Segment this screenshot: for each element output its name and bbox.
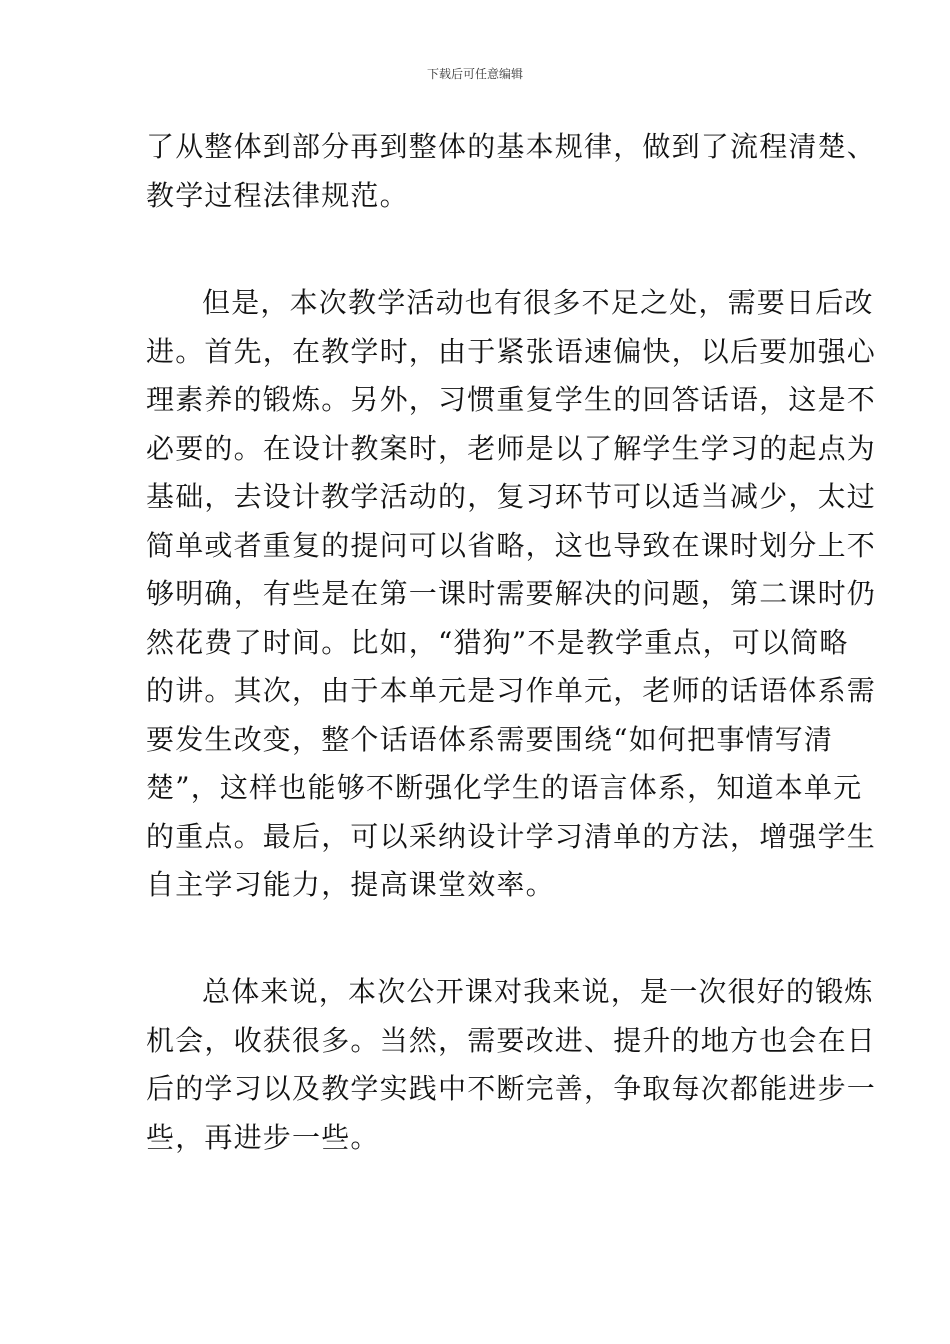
text-line: 了从整体到部分再到整体的基本规律，做到了流程清楚、: [146, 130, 877, 163]
text-line: 些，再进步一些。: [146, 1120, 380, 1154]
text-line: 的重点。最后，可以采纳设计学习清单的方法，增强学生: [146, 819, 877, 853]
text-line: 要发生改变，整个话语体系需要围绕“如何把事情写清: [146, 722, 834, 756]
text-line: 自主学习能力，提高课堂效率。: [146, 868, 555, 901]
text-line: 但是，本次教学活动也有很多不足之处，需要日后改: [202, 286, 874, 319]
text-line: 简单或者重复的提问可以省略，这也导致在课时划分上不: [146, 528, 877, 562]
text-line: 然花费了时间。比如，“猎狗”不是教学重点，可以简略: [146, 625, 849, 659]
paragraph-3: [146, 968, 877, 1162]
text-line: 机会，收获很多。当然，需要改进、提升的地方也会在日: [146, 1023, 877, 1057]
paragraph-2: [146, 279, 877, 910]
text-line: 教学过程法律规范。: [146, 178, 409, 212]
text-line: 必要的。在设计教案时，老师是以了解学生学习的起点为: [146, 431, 877, 465]
page-header: 下载后可任意编辑: [426, 67, 523, 81]
text-line: 进。首先，在教学时，由于紧张语速偏快，以后要加强心: [146, 334, 877, 368]
text-line: 够明确，有些是在第一课时需要解决的问题，第二课时仍: [146, 577, 877, 610]
text-line: 后的学习以及教学实践中不断完善，争取每次都能进步一: [146, 1072, 877, 1105]
text-line: 楚”，这样也能够不断强化学生的语言体系，知道本单元: [146, 771, 863, 804]
text-line: 基础，去设计教学活动的，复习环节可以适当减少，太过: [146, 480, 877, 513]
paragraph-1: [146, 123, 877, 220]
text-line: 理素养的锻炼。另外，习惯重复学生的回答话语，这是不: [146, 383, 877, 416]
text-line: 总体来说，本次公开课对我来说，是一次很好的锻炼: [202, 975, 874, 1008]
text-line: 的讲。其次，由于本单元是习作单元，老师的话语体系需: [146, 674, 877, 707]
